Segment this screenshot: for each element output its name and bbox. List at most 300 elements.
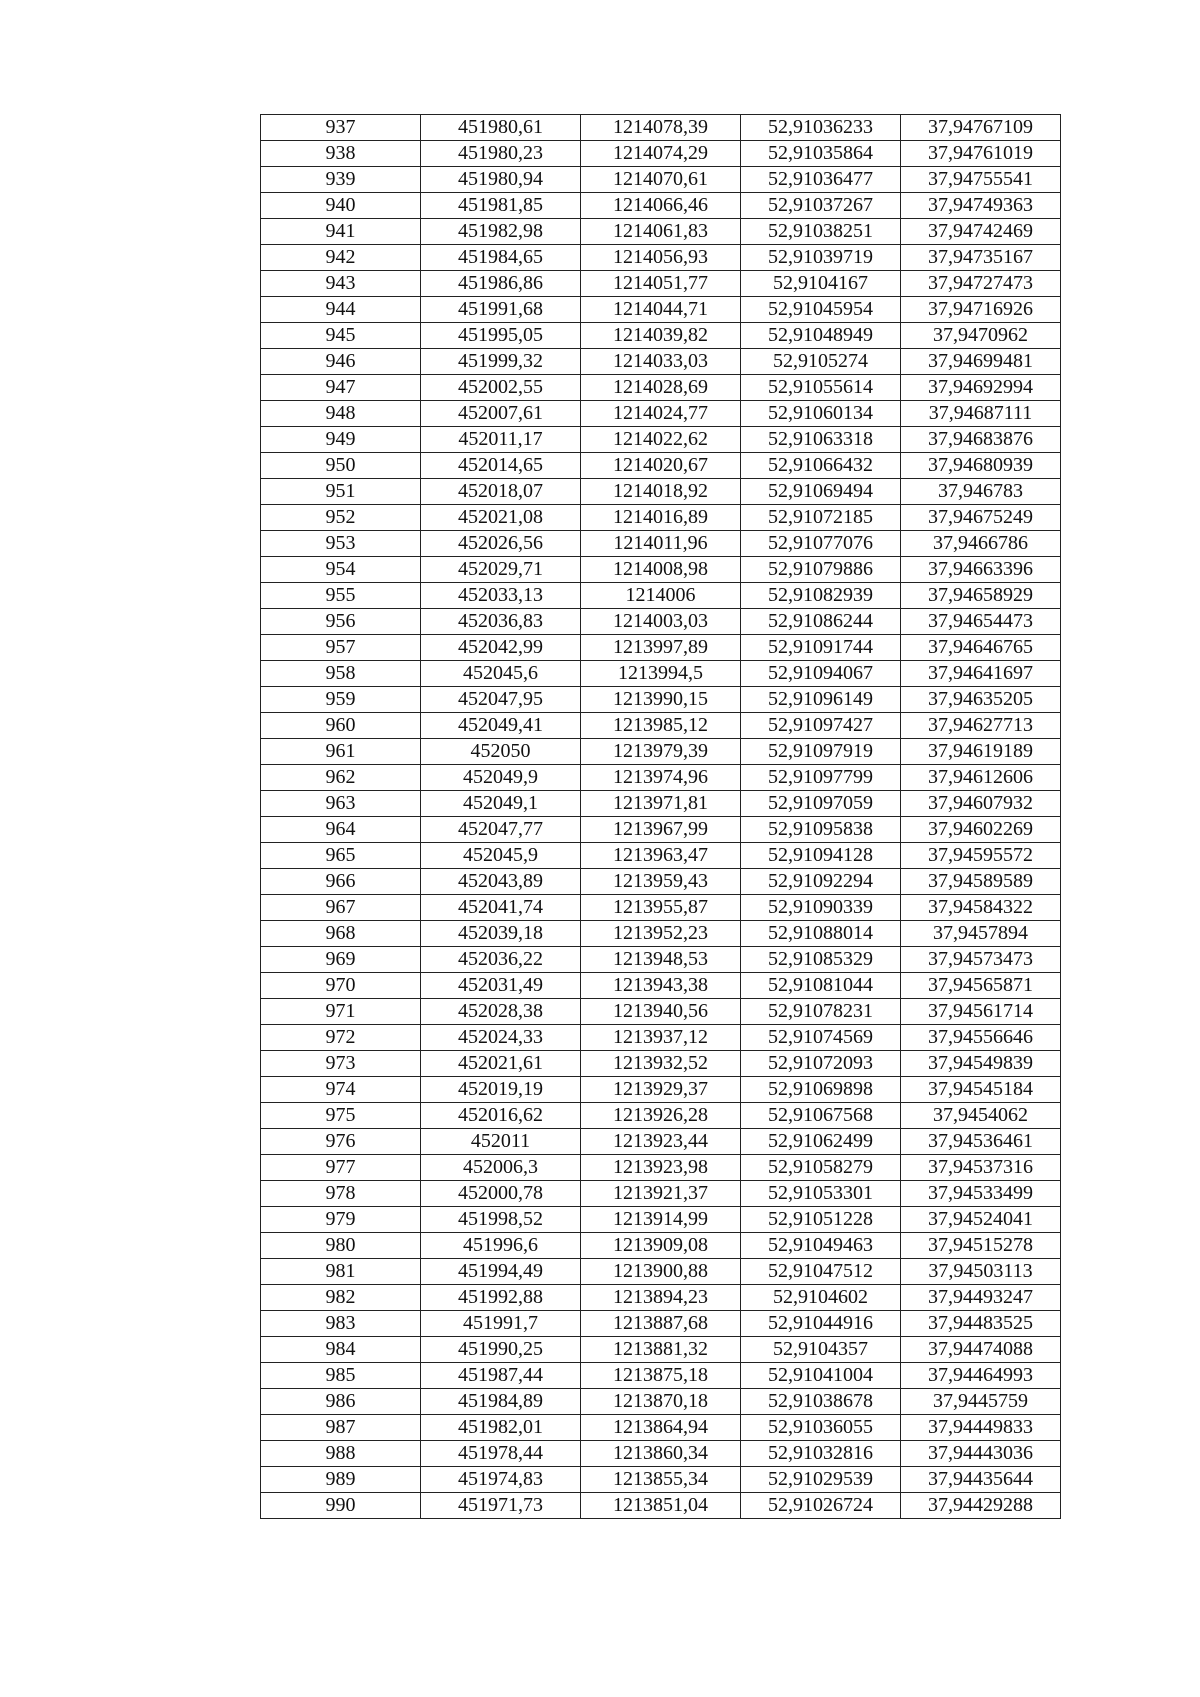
- y-coordinate-cell: 1213887,68: [581, 1311, 741, 1337]
- y-coordinate-cell: 1214044,71: [581, 297, 741, 323]
- latitude-cell: 52,91085329: [741, 947, 901, 973]
- x-coordinate-cell: 452028,38: [421, 999, 581, 1025]
- x-coordinate-cell: 451974,83: [421, 1467, 581, 1493]
- x-coordinate-cell: 452026,56: [421, 531, 581, 557]
- x-coordinate-cell: 452043,89: [421, 869, 581, 895]
- point-number-cell: 974: [261, 1077, 421, 1103]
- longitude-cell: 37,94565871: [901, 973, 1061, 999]
- latitude-cell: 52,91074569: [741, 1025, 901, 1051]
- latitude-cell: 52,91062499: [741, 1129, 901, 1155]
- longitude-cell: 37,94443036: [901, 1441, 1061, 1467]
- latitude-cell: 52,91058279: [741, 1155, 901, 1181]
- longitude-cell: 37,94646765: [901, 635, 1061, 661]
- latitude-cell: 52,9104167: [741, 271, 901, 297]
- latitude-cell: 52,91094067: [741, 661, 901, 687]
- longitude-cell: 37,94699481: [901, 349, 1061, 375]
- longitude-cell: 37,94464993: [901, 1363, 1061, 1389]
- latitude-cell: 52,9104357: [741, 1337, 901, 1363]
- point-number-cell: 943: [261, 271, 421, 297]
- x-coordinate-cell: 452019,19: [421, 1077, 581, 1103]
- table-row: [261, 609, 1061, 635]
- point-number-cell: 953: [261, 531, 421, 557]
- longitude-cell: 37,94515278: [901, 1233, 1061, 1259]
- y-coordinate-cell: 1213994,5: [581, 661, 741, 687]
- longitude-cell: 37,94619189: [901, 739, 1061, 765]
- x-coordinate-cell: 452045,6: [421, 661, 581, 687]
- y-coordinate-cell: 1214003,03: [581, 609, 741, 635]
- table-row: [261, 635, 1061, 661]
- longitude-cell: 37,94767109: [901, 115, 1061, 141]
- point-number-cell: 959: [261, 687, 421, 713]
- latitude-cell: 52,91069494: [741, 479, 901, 505]
- y-coordinate-cell: 1213967,99: [581, 817, 741, 843]
- latitude-cell: 52,91060134: [741, 401, 901, 427]
- y-coordinate-cell: 1213997,89: [581, 635, 741, 661]
- x-coordinate-cell: 452041,74: [421, 895, 581, 921]
- latitude-cell: 52,91026724: [741, 1493, 901, 1519]
- table-row: [261, 219, 1061, 245]
- x-coordinate-cell: 451984,65: [421, 245, 581, 271]
- point-number-cell: 981: [261, 1259, 421, 1285]
- coordinates-table-body: [261, 115, 1061, 1519]
- x-coordinate-cell: 452024,33: [421, 1025, 581, 1051]
- latitude-cell: 52,91045954: [741, 297, 901, 323]
- y-coordinate-cell: 1213860,34: [581, 1441, 741, 1467]
- y-coordinate-cell: 1214011,96: [581, 531, 741, 557]
- latitude-cell: 52,91049463: [741, 1233, 901, 1259]
- x-coordinate-cell: 451987,44: [421, 1363, 581, 1389]
- table-row: [261, 271, 1061, 297]
- table-row: [261, 1337, 1061, 1363]
- table-row: [261, 1311, 1061, 1337]
- point-number-cell: 939: [261, 167, 421, 193]
- longitude-cell: 37,94429288: [901, 1493, 1061, 1519]
- longitude-cell: 37,94683876: [901, 427, 1061, 453]
- longitude-cell: 37,94493247: [901, 1285, 1061, 1311]
- y-coordinate-cell: 1213881,32: [581, 1337, 741, 1363]
- table-row: [261, 323, 1061, 349]
- latitude-cell: 52,91077076: [741, 531, 901, 557]
- latitude-cell: 52,91029539: [741, 1467, 901, 1493]
- table-row: [261, 531, 1061, 557]
- latitude-cell: 52,91091744: [741, 635, 901, 661]
- point-number-cell: 945: [261, 323, 421, 349]
- y-coordinate-cell: 1213963,47: [581, 843, 741, 869]
- y-coordinate-cell: 1213855,34: [581, 1467, 741, 1493]
- latitude-cell: 52,91097059: [741, 791, 901, 817]
- table-row: [261, 453, 1061, 479]
- x-coordinate-cell: 451980,94: [421, 167, 581, 193]
- longitude-cell: 37,94749363: [901, 193, 1061, 219]
- point-number-cell: 947: [261, 375, 421, 401]
- y-coordinate-cell: 1213921,37: [581, 1181, 741, 1207]
- latitude-cell: 52,91051228: [741, 1207, 901, 1233]
- table-row: [261, 427, 1061, 453]
- point-number-cell: 972: [261, 1025, 421, 1051]
- latitude-cell: 52,91036055: [741, 1415, 901, 1441]
- longitude-cell: 37,94654473: [901, 609, 1061, 635]
- x-coordinate-cell: 451982,01: [421, 1415, 581, 1441]
- table-row: [261, 1025, 1061, 1051]
- point-number-cell: 952: [261, 505, 421, 531]
- longitude-cell: 37,94483525: [901, 1311, 1061, 1337]
- latitude-cell: 52,91097919: [741, 739, 901, 765]
- x-coordinate-cell: 452006,3: [421, 1155, 581, 1181]
- table-row: [261, 1441, 1061, 1467]
- point-number-cell: 982: [261, 1285, 421, 1311]
- table-row: [261, 557, 1061, 583]
- point-number-cell: 978: [261, 1181, 421, 1207]
- table-row: [261, 661, 1061, 687]
- table-row: [261, 1415, 1061, 1441]
- longitude-cell: 37,94716926: [901, 297, 1061, 323]
- point-number-cell: 984: [261, 1337, 421, 1363]
- point-number-cell: 937: [261, 115, 421, 141]
- x-coordinate-cell: 452021,61: [421, 1051, 581, 1077]
- point-number-cell: 980: [261, 1233, 421, 1259]
- x-coordinate-cell: 452021,08: [421, 505, 581, 531]
- point-number-cell: 942: [261, 245, 421, 271]
- x-coordinate-cell: 452049,1: [421, 791, 581, 817]
- table-row: [261, 375, 1061, 401]
- table-row: [261, 479, 1061, 505]
- point-number-cell: 958: [261, 661, 421, 687]
- x-coordinate-cell: 452011: [421, 1129, 581, 1155]
- x-coordinate-cell: 452007,61: [421, 401, 581, 427]
- y-coordinate-cell: 1213952,23: [581, 921, 741, 947]
- y-coordinate-cell: 1213900,88: [581, 1259, 741, 1285]
- table-row: [261, 141, 1061, 167]
- longitude-cell: 37,94761019: [901, 141, 1061, 167]
- latitude-cell: 52,91037267: [741, 193, 901, 219]
- latitude-cell: 52,91048949: [741, 323, 901, 349]
- x-coordinate-cell: 451990,25: [421, 1337, 581, 1363]
- latitude-cell: 52,91063318: [741, 427, 901, 453]
- point-number-cell: 979: [261, 1207, 421, 1233]
- table-row: [261, 1077, 1061, 1103]
- table-row: [261, 1467, 1061, 1493]
- point-number-cell: 971: [261, 999, 421, 1025]
- point-number-cell: 944: [261, 297, 421, 323]
- longitude-cell: 37,94474088: [901, 1337, 1061, 1363]
- y-coordinate-cell: 1213943,38: [581, 973, 741, 999]
- x-coordinate-cell: 451991,7: [421, 1311, 581, 1337]
- y-coordinate-cell: 1213909,08: [581, 1233, 741, 1259]
- longitude-cell: 37,94524041: [901, 1207, 1061, 1233]
- point-number-cell: 962: [261, 765, 421, 791]
- y-coordinate-cell: 1214008,98: [581, 557, 741, 583]
- longitude-cell: 37,94449833: [901, 1415, 1061, 1441]
- longitude-cell: 37,94537316: [901, 1155, 1061, 1181]
- longitude-cell: 37,94561714: [901, 999, 1061, 1025]
- point-number-cell: 988: [261, 1441, 421, 1467]
- y-coordinate-cell: 1213851,04: [581, 1493, 741, 1519]
- latitude-cell: 52,91097427: [741, 713, 901, 739]
- longitude-cell: 37,9470962: [901, 323, 1061, 349]
- x-coordinate-cell: 452016,62: [421, 1103, 581, 1129]
- point-number-cell: 950: [261, 453, 421, 479]
- x-coordinate-cell: 452036,83: [421, 609, 581, 635]
- x-coordinate-cell: 451980,23: [421, 141, 581, 167]
- longitude-cell: 37,94680939: [901, 453, 1061, 479]
- longitude-cell: 37,94589589: [901, 869, 1061, 895]
- x-coordinate-cell: 451984,89: [421, 1389, 581, 1415]
- table-row: [261, 947, 1061, 973]
- y-coordinate-cell: 1214056,93: [581, 245, 741, 271]
- y-coordinate-cell: 1213971,81: [581, 791, 741, 817]
- table-row: [261, 817, 1061, 843]
- table-row: [261, 791, 1061, 817]
- y-coordinate-cell: 1214006: [581, 583, 741, 609]
- y-coordinate-cell: 1213932,52: [581, 1051, 741, 1077]
- y-coordinate-cell: 1214033,03: [581, 349, 741, 375]
- y-coordinate-cell: 1213974,96: [581, 765, 741, 791]
- y-coordinate-cell: 1213985,12: [581, 713, 741, 739]
- x-coordinate-cell: 452033,13: [421, 583, 581, 609]
- y-coordinate-cell: 1213864,94: [581, 1415, 741, 1441]
- table-row: [261, 583, 1061, 609]
- latitude-cell: 52,91082939: [741, 583, 901, 609]
- y-coordinate-cell: 1213940,56: [581, 999, 741, 1025]
- latitude-cell: 52,91092294: [741, 869, 901, 895]
- latitude-cell: 52,91096149: [741, 687, 901, 713]
- longitude-cell: 37,94727473: [901, 271, 1061, 297]
- table-row: [261, 869, 1061, 895]
- point-number-cell: 970: [261, 973, 421, 999]
- y-coordinate-cell: 1213923,98: [581, 1155, 741, 1181]
- longitude-cell: 37,94675249: [901, 505, 1061, 531]
- point-number-cell: 955: [261, 583, 421, 609]
- longitude-cell: 37,94612606: [901, 765, 1061, 791]
- longitude-cell: 37,94595572: [901, 843, 1061, 869]
- point-number-cell: 989: [261, 1467, 421, 1493]
- longitude-cell: 37,94536461: [901, 1129, 1061, 1155]
- point-number-cell: 987: [261, 1415, 421, 1441]
- x-coordinate-cell: 452050: [421, 739, 581, 765]
- y-coordinate-cell: 1214039,82: [581, 323, 741, 349]
- latitude-cell: 52,91032816: [741, 1441, 901, 1467]
- table-row: [261, 1129, 1061, 1155]
- y-coordinate-cell: 1213926,28: [581, 1103, 741, 1129]
- y-coordinate-cell: 1214061,83: [581, 219, 741, 245]
- latitude-cell: 52,91038251: [741, 219, 901, 245]
- latitude-cell: 52,91066432: [741, 453, 901, 479]
- y-coordinate-cell: 1214066,46: [581, 193, 741, 219]
- point-number-cell: 938: [261, 141, 421, 167]
- latitude-cell: 52,91069898: [741, 1077, 901, 1103]
- y-coordinate-cell: 1214020,67: [581, 453, 741, 479]
- y-coordinate-cell: 1213870,18: [581, 1389, 741, 1415]
- longitude-cell: 37,94584322: [901, 895, 1061, 921]
- x-coordinate-cell: 452029,71: [421, 557, 581, 583]
- table-row: [261, 297, 1061, 323]
- longitude-cell: 37,94549839: [901, 1051, 1061, 1077]
- x-coordinate-cell: 451995,05: [421, 323, 581, 349]
- latitude-cell: 52,91086244: [741, 609, 901, 635]
- point-number-cell: 957: [261, 635, 421, 661]
- table-row: [261, 1259, 1061, 1285]
- x-coordinate-cell: 451991,68: [421, 297, 581, 323]
- x-coordinate-cell: 452014,65: [421, 453, 581, 479]
- x-coordinate-cell: 451971,73: [421, 1493, 581, 1519]
- y-coordinate-cell: 1213923,44: [581, 1129, 741, 1155]
- latitude-cell: 52,9105274: [741, 349, 901, 375]
- point-number-cell: 940: [261, 193, 421, 219]
- longitude-cell: 37,9445759: [901, 1389, 1061, 1415]
- x-coordinate-cell: 451986,86: [421, 271, 581, 297]
- y-coordinate-cell: 1213979,39: [581, 739, 741, 765]
- point-number-cell: 954: [261, 557, 421, 583]
- y-coordinate-cell: 1214070,61: [581, 167, 741, 193]
- table-row: [261, 921, 1061, 947]
- point-number-cell: 968: [261, 921, 421, 947]
- x-coordinate-cell: 451998,52: [421, 1207, 581, 1233]
- latitude-cell: 52,91079886: [741, 557, 901, 583]
- y-coordinate-cell: 1214018,92: [581, 479, 741, 505]
- longitude-cell: 37,9457894: [901, 921, 1061, 947]
- latitude-cell: 52,91072093: [741, 1051, 901, 1077]
- x-coordinate-cell: 451999,32: [421, 349, 581, 375]
- x-coordinate-cell: 451992,88: [421, 1285, 581, 1311]
- table-row: [261, 401, 1061, 427]
- point-number-cell: 951: [261, 479, 421, 505]
- table-row: [261, 1493, 1061, 1519]
- x-coordinate-cell: 451981,85: [421, 193, 581, 219]
- table-row: [261, 1363, 1061, 1389]
- y-coordinate-cell: 1213955,87: [581, 895, 741, 921]
- x-coordinate-cell: 452045,9: [421, 843, 581, 869]
- point-number-cell: 963: [261, 791, 421, 817]
- latitude-cell: 52,91072185: [741, 505, 901, 531]
- table-row: [261, 765, 1061, 791]
- table-row: [261, 973, 1061, 999]
- point-number-cell: 961: [261, 739, 421, 765]
- latitude-cell: 52,91035864: [741, 141, 901, 167]
- x-coordinate-cell: 451978,44: [421, 1441, 581, 1467]
- x-coordinate-cell: 452047,95: [421, 687, 581, 713]
- table-row: [261, 1181, 1061, 1207]
- point-number-cell: 973: [261, 1051, 421, 1077]
- point-number-cell: 960: [261, 713, 421, 739]
- latitude-cell: 52,91095838: [741, 817, 901, 843]
- y-coordinate-cell: 1213914,99: [581, 1207, 741, 1233]
- table-row: [261, 1233, 1061, 1259]
- latitude-cell: 52,9104602: [741, 1285, 901, 1311]
- x-coordinate-cell: 452049,41: [421, 713, 581, 739]
- latitude-cell: 52,91094128: [741, 843, 901, 869]
- x-coordinate-cell: 452042,99: [421, 635, 581, 661]
- point-number-cell: 976: [261, 1129, 421, 1155]
- x-coordinate-cell: 451994,49: [421, 1259, 581, 1285]
- latitude-cell: 52,91090339: [741, 895, 901, 921]
- y-coordinate-cell: 1214078,39: [581, 115, 741, 141]
- y-coordinate-cell: 1213937,12: [581, 1025, 741, 1051]
- point-number-cell: 964: [261, 817, 421, 843]
- longitude-cell: 37,94533499: [901, 1181, 1061, 1207]
- point-number-cell: 941: [261, 219, 421, 245]
- latitude-cell: 52,91055614: [741, 375, 901, 401]
- longitude-cell: 37,9466786: [901, 531, 1061, 557]
- x-coordinate-cell: 451980,61: [421, 115, 581, 141]
- table-row: [261, 1389, 1061, 1415]
- x-coordinate-cell: 452011,17: [421, 427, 581, 453]
- table-row: [261, 999, 1061, 1025]
- longitude-cell: 37,94663396: [901, 557, 1061, 583]
- y-coordinate-cell: 1213894,23: [581, 1285, 741, 1311]
- latitude-cell: 52,91047512: [741, 1259, 901, 1285]
- longitude-cell: 37,94641697: [901, 661, 1061, 687]
- longitude-cell: 37,94687111: [901, 401, 1061, 427]
- longitude-cell: 37,94435644: [901, 1467, 1061, 1493]
- longitude-cell: 37,94658929: [901, 583, 1061, 609]
- table-row: [261, 193, 1061, 219]
- table-row: [261, 687, 1061, 713]
- longitude-cell: 37,94742469: [901, 219, 1061, 245]
- point-number-cell: 977: [261, 1155, 421, 1181]
- table-row: [261, 713, 1061, 739]
- y-coordinate-cell: 1213959,43: [581, 869, 741, 895]
- x-coordinate-cell: 452031,49: [421, 973, 581, 999]
- y-coordinate-cell: 1214022,62: [581, 427, 741, 453]
- x-coordinate-cell: 451982,98: [421, 219, 581, 245]
- x-coordinate-cell: 451996,6: [421, 1233, 581, 1259]
- table-row: [261, 349, 1061, 375]
- longitude-cell: 37,946783: [901, 479, 1061, 505]
- y-coordinate-cell: 1213875,18: [581, 1363, 741, 1389]
- x-coordinate-cell: 452049,9: [421, 765, 581, 791]
- x-coordinate-cell: 452047,77: [421, 817, 581, 843]
- x-coordinate-cell: 452039,18: [421, 921, 581, 947]
- latitude-cell: 52,91039719: [741, 245, 901, 271]
- table-row: [261, 1103, 1061, 1129]
- point-number-cell: 948: [261, 401, 421, 427]
- x-coordinate-cell: 452036,22: [421, 947, 581, 973]
- longitude-cell: 37,94556646: [901, 1025, 1061, 1051]
- table-row: [261, 1155, 1061, 1181]
- table-row: [261, 167, 1061, 193]
- longitude-cell: 37,94503113: [901, 1259, 1061, 1285]
- y-coordinate-cell: 1214051,77: [581, 271, 741, 297]
- point-number-cell: 946: [261, 349, 421, 375]
- table-row: [261, 115, 1061, 141]
- longitude-cell: 37,94755541: [901, 167, 1061, 193]
- table-row: [261, 739, 1061, 765]
- latitude-cell: 52,91041004: [741, 1363, 901, 1389]
- latitude-cell: 52,91097799: [741, 765, 901, 791]
- coordinates-table: [260, 114, 1061, 1519]
- point-number-cell: 965: [261, 843, 421, 869]
- y-coordinate-cell: 1213948,53: [581, 947, 741, 973]
- longitude-cell: 37,94692994: [901, 375, 1061, 401]
- table-row: [261, 1051, 1061, 1077]
- latitude-cell: 52,91067568: [741, 1103, 901, 1129]
- latitude-cell: 52,91038678: [741, 1389, 901, 1415]
- longitude-cell: 37,9454062: [901, 1103, 1061, 1129]
- longitude-cell: 37,94627713: [901, 713, 1061, 739]
- latitude-cell: 52,91044916: [741, 1311, 901, 1337]
- point-number-cell: 949: [261, 427, 421, 453]
- point-number-cell: 956: [261, 609, 421, 635]
- table-row: [261, 895, 1061, 921]
- y-coordinate-cell: 1214074,29: [581, 141, 741, 167]
- longitude-cell: 37,94635205: [901, 687, 1061, 713]
- point-number-cell: 985: [261, 1363, 421, 1389]
- latitude-cell: 52,91036233: [741, 115, 901, 141]
- latitude-cell: 52,91053301: [741, 1181, 901, 1207]
- point-number-cell: 969: [261, 947, 421, 973]
- longitude-cell: 37,94602269: [901, 817, 1061, 843]
- x-coordinate-cell: 452002,55: [421, 375, 581, 401]
